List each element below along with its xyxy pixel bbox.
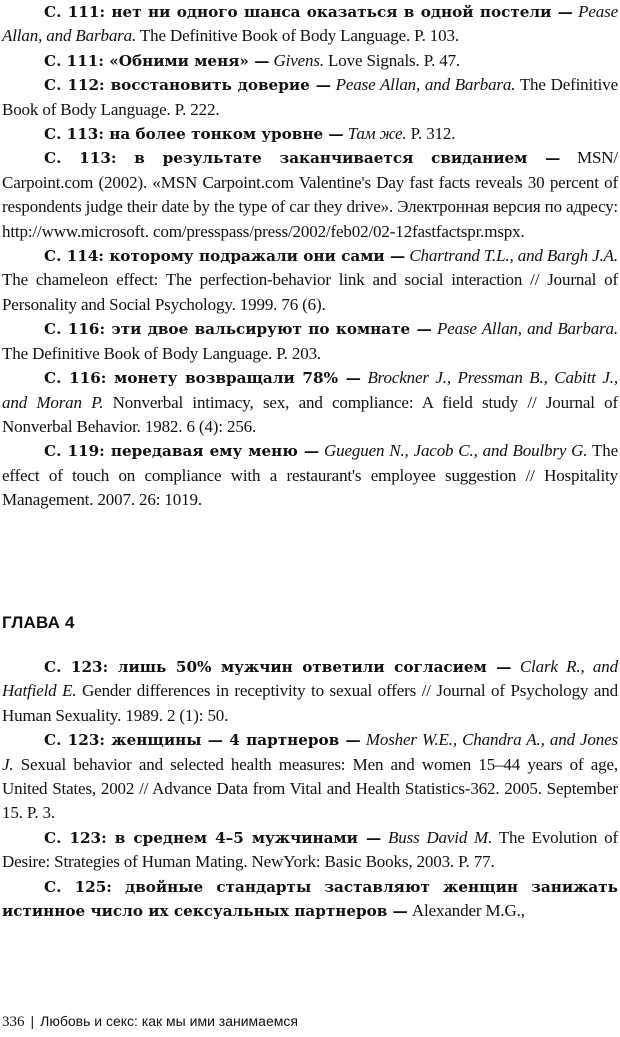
entry-heading: С. 112: восстановить доверие — xyxy=(44,76,331,95)
entry-heading: С. 119: передавая ему меню — xyxy=(44,442,320,461)
entry-author: Chartrand T.L., and Bargh J.A. xyxy=(409,246,618,266)
entry-author: Pease Allan, and Barbara. xyxy=(436,319,618,339)
footer-separator: | xyxy=(30,1013,35,1029)
entry-heading: С. 116: эти двое вальсируют по комнате — xyxy=(44,320,432,339)
reference-entry xyxy=(2,366,618,439)
entry-heading: С. 111: «Обними меня» — xyxy=(44,51,270,70)
page-footer xyxy=(2,1013,298,1031)
chapter-heading: ГЛАВА 4 xyxy=(2,613,75,632)
entry-heading: С. 125: двойные стандарты заставляют женщин занижать истинное число их сексуальных партнеров — xyxy=(2,877,618,921)
reference-entry xyxy=(2,317,618,366)
entry-heading: С. 123: в среднем 4–5 мужчинами — xyxy=(44,828,382,847)
entry-heading: С. 116: монету возвращали 78% — xyxy=(44,369,361,388)
reference-entry xyxy=(2,73,618,122)
entry-author: Pease Allan, and Barbara. xyxy=(335,75,516,95)
reference-entry xyxy=(2,122,618,146)
entry-source: P. 312. xyxy=(410,124,456,144)
reference-entry xyxy=(2,244,618,317)
entry-source: Alexander M.G., xyxy=(411,901,525,921)
entry-author: Pease Allan, and Barbara. xyxy=(2,2,618,46)
reference-entry xyxy=(2,439,618,512)
entry-heading: С. 113: на более тонком уровне — xyxy=(44,125,344,144)
reference-entry xyxy=(2,49,618,73)
reference-entry xyxy=(2,728,618,826)
entry-author: Brockner J., Pressman B., Cabitt J., and Moran P. xyxy=(2,368,618,412)
entry-heading: С. 113: в результате заканчивается свиданием — xyxy=(44,149,561,168)
entry-source: Gender differences in receptivity to sexual offers // Journal of Psychology and Human Sexuality. 1989. 2 (1): 50. xyxy=(2,681,618,725)
entry-source: Sexual behavior and selected health measures: Men and women 15–44 years of age, United States, 2002 // Advance Data from Vital and Health Statistics-362. 2005. September 15. P. 3. xyxy=(2,754,618,823)
running-title: Любовь и секс: как мы ими занимаемся xyxy=(40,1013,298,1029)
entry-author: Gueguen N., Jacob C., and Boulbry G. xyxy=(324,441,588,461)
entry-author: Buss David M. xyxy=(388,827,493,847)
entry-heading: С. 111: нет ни одного шанса оказаться в одной постели — xyxy=(44,3,573,21)
entry-author: Там же. xyxy=(347,124,407,144)
entry-heading: С. 123: лишь 50% мужчин ответили согласием — xyxy=(44,658,512,676)
entry-author: Clark R., and Hatfield E. xyxy=(2,657,618,701)
references-section-1 xyxy=(2,0,618,513)
entry-source: The effect of touch on compliance with a restaurant's employee suggestion // Hospitality Management. 2007. 26: 1019. xyxy=(2,441,618,510)
reference-entry xyxy=(2,655,618,728)
entry-source: The Definitive Book of Body Language. P. 222. xyxy=(2,75,618,119)
entry-author: Mosher W.E., Chandra A., and Jones J. xyxy=(2,730,618,774)
reference-entry xyxy=(2,146,618,244)
page-number: 336 xyxy=(2,1014,25,1030)
reference-entry xyxy=(2,826,618,875)
entry-source: The Evolution of Desire: Strategies of Human Mating. NewYork: Basic Books, 2003. P. 77. xyxy=(2,827,619,872)
entry-source: Love Signals. P. 47. xyxy=(328,50,461,70)
entry-heading: С. 114: которому подражали они сами — xyxy=(44,247,406,266)
entry-source: The Definitive Book of Body Language. P. 203. xyxy=(2,343,322,363)
reference-entry xyxy=(2,875,618,924)
entry-source: MSN/ Carpoint.com (2002). «MSN Carpoint.com Valentine's Day fast facts reveals 30 percent of respondents judge their date by the type of car they drive». Электронная версия по адресу: http://www.microsoft. com/presspass/press/2002/feb02/02-12fastfactspr.mspx. xyxy=(2,148,618,241)
entry-source: Nonverbal intimacy, sex, and compliance: A field study // Journal of Nonverbal Behavior. 1982. 6 (4): 256. xyxy=(2,392,618,436)
entry-heading: С. 123: женщины — 4 партнеров — xyxy=(44,731,361,750)
reference-entry xyxy=(2,0,618,49)
entry-source: The chameleon effect: The perfection-behavior link and social interaction // Journal of Personality and Social Psychology. 1999. 76 (6). xyxy=(2,270,618,314)
entry-author: Givens. xyxy=(273,50,324,70)
references-section-2 xyxy=(2,655,618,923)
entry-source: The Definitive Book of Body Language. P. 103. xyxy=(139,26,459,46)
